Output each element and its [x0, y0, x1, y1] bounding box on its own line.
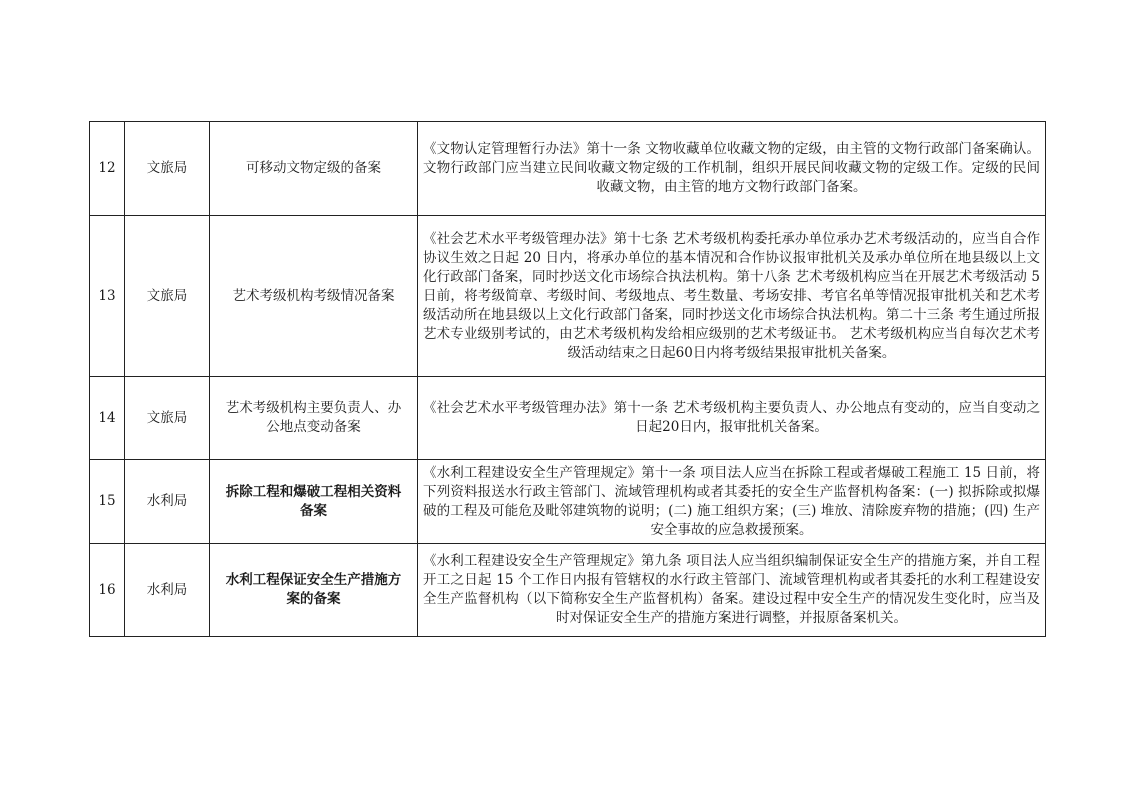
row-number: 14	[90, 377, 125, 460]
legal-basis-cell: 《文物认定管理暂行办法》第十一条 文物收藏单位收藏文物的定级，由主管的文物行政部门备案确认。文物行政部门应当建立民间收藏文物定级的工作机制，组织开展民间收藏文物的定级工作。定级的民间收藏文物，由主管的地方文物行政部门备案。	[418, 122, 1046, 216]
row-number: 13	[90, 216, 125, 377]
department-cell: 文旅局	[125, 216, 210, 377]
legal-basis-cell: 《社会艺术水平考级管理办法》第十七条 艺术考级机构委托承办单位承办艺术考级活动的，应当自合作协议生效之日起 20 日内，将承办单位的基本情况和合作协议报审批机关及承办单位所在地县级以上文化行政部门备案，同时抄送文化市场综合执法机构。第十八条 艺术考级机构应当在开展艺术考级活动 5 日前，将考级简章、考级时间、考级地点、考生数量、考场安排、考官名单等情况报审批机关和艺术考级活动所在地县级以上文化行政部门备案，同时抄送文化市场综合执法机构。第二十三条 考生通过所报艺术专业级别考试的，由艺术考级机构发给相应级别的艺术考级证书。 艺术考级机构应当自每次艺术考级活动结束之日起60日内将考级结果报审批机关备案。	[418, 216, 1046, 377]
table-row	[90, 122, 1046, 216]
item-name-text: 艺术考级机构考级情况备案	[232, 287, 395, 304]
item-name-cell	[210, 544, 418, 637]
table-row	[90, 377, 1046, 460]
filing-items-table	[89, 121, 1046, 637]
item-name-text: 可移动文物定级的备案	[246, 160, 381, 176]
row-number: 16	[90, 544, 125, 637]
department-cell: 文旅局	[125, 377, 210, 460]
item-name-text: 艺术考级机构主要负责人、办公地点变动备案	[225, 400, 402, 435]
row-number: 15	[90, 460, 125, 544]
item-name-text: 水利工程保证安全生产措施方案的备案	[225, 572, 402, 607]
table-row	[90, 460, 1046, 544]
item-name-cell	[210, 377, 418, 460]
department-cell: 水利局	[125, 544, 210, 637]
item-name-cell	[210, 460, 418, 544]
department-cell: 水利局	[125, 460, 210, 544]
item-name-text: 拆除工程和爆破工程相关资料备案	[225, 483, 402, 519]
legal-basis-cell: 《水利工程建设安全生产管理规定》第九条 项目法人应当组织编制保证安全生产的措施方案，并自工程开工之日起 15 个工作日内报有管辖权的水行政主管部门、流域管理机构或者其委托的水利工程建设安全生产监督机构（以下简称安全生产监督机构）备案。建设过程中安全生产的情况发生变化时，应当及时对保证安全生产的措施方案进行调整，并报原备案机关。	[418, 544, 1046, 637]
legal-basis-cell: 《社会艺术水平考级管理办法》第十一条 艺术考级机构主要负责人、办公地点有变动的，应当自变动之日起20日内，报审批机关备案。	[418, 377, 1046, 460]
item-name-cell	[210, 216, 418, 377]
table-row	[90, 216, 1046, 377]
table-row	[90, 544, 1046, 637]
legal-basis-cell: 《水利工程建设安全生产管理规定》第十一条 项目法人应当在拆除工程或者爆破工程施工 15 日前，将下列资料报送水行政主管部门、流域管理机构或者其委托的安全生产监督机构备案：(一) 拟拆除或拟爆破的工程及可能危及毗邻建筑物的说明；(二) 施工组织方案；(三) 堆放、清除废弃物的措施；(四) 生产安全事故的应急救援预案。	[418, 460, 1046, 544]
item-name-cell	[210, 122, 418, 216]
department-cell: 文旅局	[125, 122, 210, 216]
row-number: 12	[90, 122, 125, 216]
